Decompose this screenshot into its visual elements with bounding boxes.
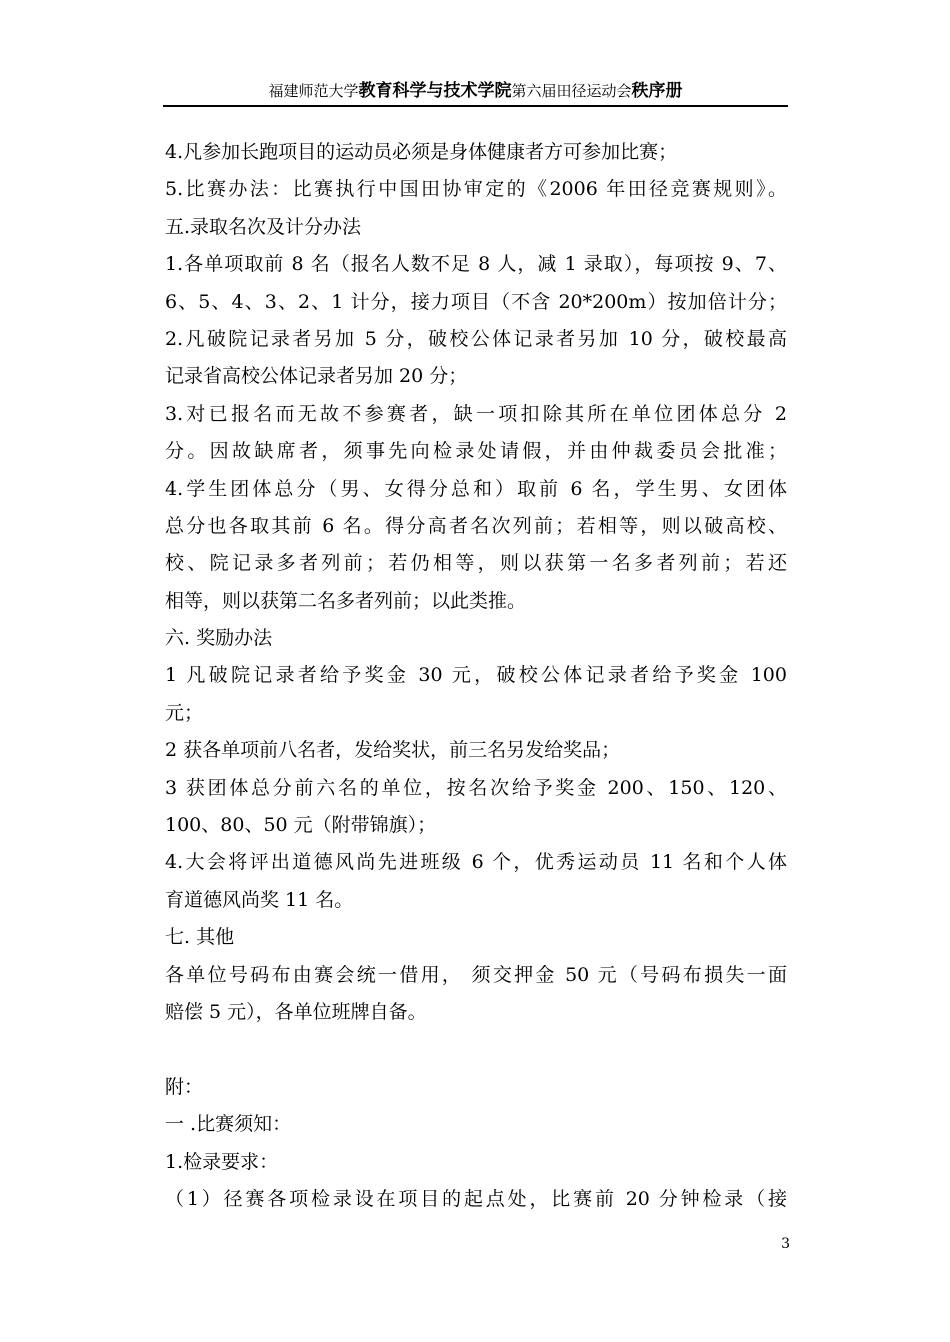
text-line: 赔偿 5 元），各单位班牌自备。 [165, 1000, 427, 1023]
text-line: 1.检录要求： [165, 1150, 279, 1173]
text-line: 附： [165, 1075, 204, 1098]
text-line: 一 .比赛须知： [165, 1113, 292, 1136]
header-university: 福建师范大学 [268, 82, 359, 100]
text-line: 校、院记录多者列前；若仍相等，则以获第一名多者列前；若还 [165, 552, 787, 575]
text-line: 五.录取名次及计分办法 [165, 215, 362, 238]
text-line: 各单位号码布由赛会统一借用， 须交押金 50 元（号码布损失一面 [165, 963, 787, 986]
text-line: 5.比赛办法：比赛执行中国田协审定的《2006 年田径竞赛规则》。 [165, 178, 787, 201]
header-event: 第六届田径运动会 [511, 82, 632, 100]
text-line: 2 获各单项前八名者，发给奖状，前三名另发给奖品； [165, 739, 621, 762]
header-college: 教育科学与技术学院 [358, 81, 512, 101]
text-line: 100、80、50 元（附带锦旗）； [165, 814, 437, 837]
text-line: 2.凡破院记录者另加 5 分，破校公体记录者另加 10 分，破校最高 [165, 327, 787, 350]
header-booklet: 秩序册 [631, 81, 683, 101]
text-line: 元； [165, 701, 204, 724]
text-line: 七. 其他 [165, 926, 235, 949]
document-body [165, 134, 787, 1218]
blank-line [165, 1031, 787, 1068]
text-line: 1.各单项取前 8 名（报名人数不足 8 人，减 1 录取），每项按 9、7、 [165, 253, 787, 276]
text-line: 4.大会将评出道德风尚先进班级 6 个，优秀运动员 11 名和个人体 [165, 851, 787, 874]
text-line: （1）径赛各项检录设在项目的起点处，比赛前 20 分钟检录（接 [165, 1187, 787, 1210]
text-line: 4.学生团体总分（男、女得分总和）取前 6 名，学生男、女团体 [165, 477, 787, 500]
text-line: 六. 奖励办法 [165, 627, 273, 650]
text-line: 育道德风尚奖 11 名。 [165, 888, 354, 911]
text-line: 1 凡破院记录者给予奖金 30 元，破校公体记录者给予奖金 100 [165, 664, 787, 687]
header-rule [163, 105, 788, 107]
page-number: 3 [781, 1236, 790, 1252]
text-line: 3 获团体总分前六名的单位，按名次给予奖金 200、150、120、 [165, 776, 787, 799]
text-line: 记录省高校公体记录者另加 20 分； [165, 365, 468, 388]
text-line: 3.对已报名而无故不参赛者，缺一项扣除其所在单位团体总分 2 [165, 402, 787, 425]
text-line: 总分也各取其前 6 名。得分高者名次列前；若相等，则以破高校、 [165, 514, 787, 537]
text-line: 4.凡参加长跑项目的运动员必须是身体健康者方可参加比赛； [165, 141, 678, 163]
text-line: 6、5、4、3、2、1 计分，接力项目（不含 20*200m）按加倍计分； [165, 290, 787, 313]
running-header [163, 78, 788, 104]
text-line: 相等，则以获第二名多者列前；以此类推。 [165, 589, 527, 612]
text-line: 分。因故缺席者，须事先向检录处请假，并由仲裁委员会批准； [165, 440, 787, 463]
